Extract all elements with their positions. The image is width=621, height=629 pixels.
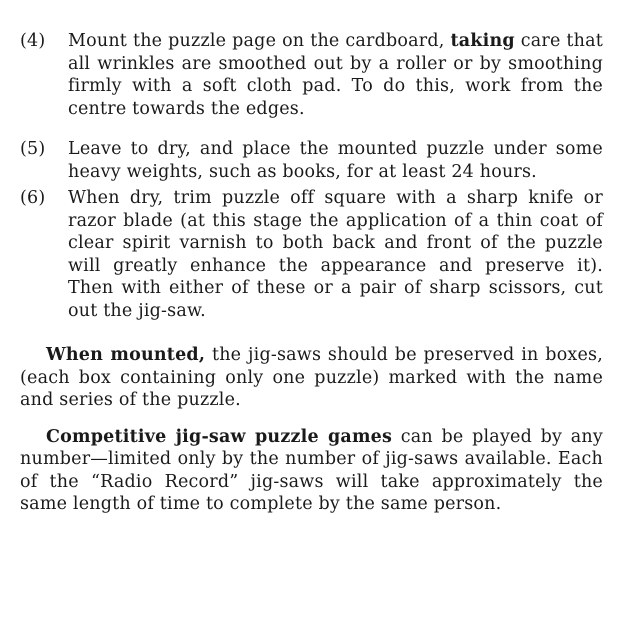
paragraph-lead: Competitive jig-saw puzzle games xyxy=(46,426,393,447)
step-number: (6) xyxy=(20,188,46,208)
paragraph-body: can be played by any number—limited only by the number of jig-saws available. Each of the “Radio Record” jig-saws will take approximately the same length of time to complete by the same person. xyxy=(20,426,603,514)
step-text: When dry, trim puzzle off square with a sharp knife or razor blade (at this stage the application of a thin coat of clear spirit varnish to both back and front of the puzzle will greatly enhance the appearance and preserve it). Then with either of these or a pair of sharp scissors, cut out the jig-saw. xyxy=(68,188,603,321)
step-text-emphasis: taking xyxy=(450,31,515,51)
instruction-step-6 xyxy=(20,187,603,322)
step-text: Leave to dry, and place the mounted puzzle under some heavy weights, such as books, for at least 24 hours. xyxy=(68,139,603,182)
paragraph-competitive xyxy=(20,426,603,516)
step-text xyxy=(68,30,603,120)
step-number: (4) xyxy=(20,31,46,51)
paragraph-mounted xyxy=(20,344,603,412)
instruction-step-5 xyxy=(20,138,603,183)
step-number: (5) xyxy=(20,139,46,159)
paragraph-body: the jig-saws should be preserved in boxes, (each box containing only one puzzle) marked with the name and series of the puzzle. xyxy=(20,345,604,410)
paragraph-lead: When mounted, xyxy=(46,345,206,365)
instruction-step-4 xyxy=(20,30,603,120)
step-text-part: care that all wrinkles are smoothed out by a roller or by smoothing firmly with a soft cloth pad. To do this, work from the centre towards the edges. xyxy=(68,31,604,119)
step-text-part: Mount the puzzle page on the cardboard, xyxy=(68,31,451,51)
